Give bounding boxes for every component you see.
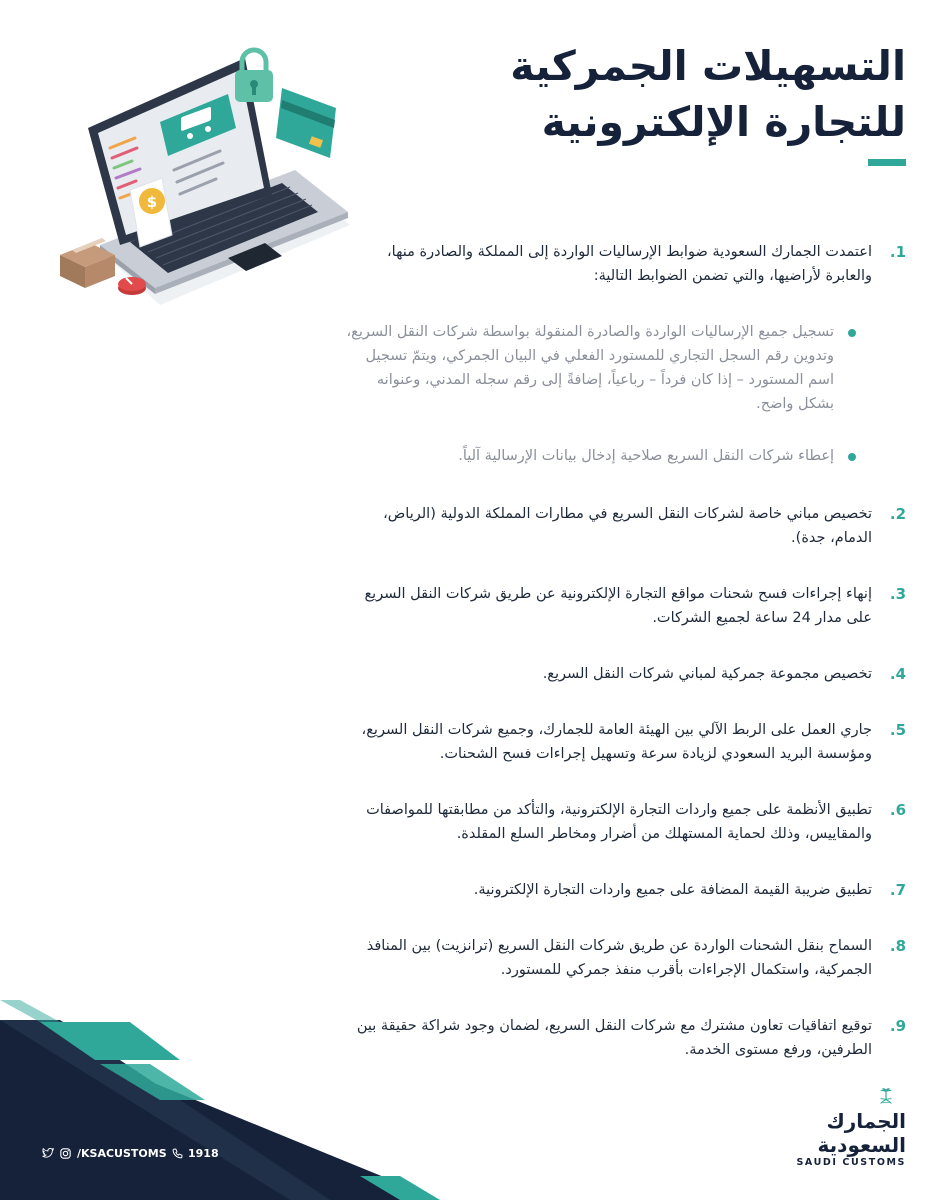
logo-english-text: SAUDI CUSTOMS: [796, 1157, 906, 1168]
handle-prefix: /KSA: [77, 1147, 106, 1160]
page-title: [386, 38, 906, 150]
item-text: جاري العمل على الربط الآلي بين الهيئة العامة للجمارك، وجميع شركات النقل السريع، ومؤسسة البريد السعودي لزيادة سرعة وتسهيل إجراءات فسح الشحنات.: [361, 722, 872, 762]
svg-text:$: $: [146, 193, 158, 211]
twitter-icon: [42, 1148, 54, 1159]
bullet-text: إعطاء شركات النقل السريع صلاحية إدخال بيانات الإرسالية آلياً.: [458, 448, 834, 464]
facilities-list: [346, 240, 906, 1062]
bullet-item: [346, 444, 872, 468]
item-text: تطبيق ضريبة القيمة المضافة على جميع واردات التجارة الإلكترونية.: [473, 882, 872, 898]
phone-icon: [172, 1148, 183, 1159]
item-text: تخصيص مباني خاصة لشركات النقل السريع في مطارات المملكة الدولية (الرياض، الدمام، جدة).: [383, 506, 872, 546]
item-text: إنهاء إجراءات فسح شحنات مواقع التجارة الإلكترونية عن طريق شركات النقل السريع على مدار 24 ساعة لجميع الشركات.: [364, 586, 872, 626]
item-number: 6.: [889, 801, 906, 819]
item-number: 3.: [889, 585, 906, 603]
bullet-dot-icon: [848, 453, 856, 461]
item-number: 5.: [889, 721, 906, 739]
saudi-customs-logo: [756, 1088, 906, 1168]
bullet-dot-icon: [848, 329, 856, 337]
list-item-1: [346, 240, 906, 468]
item-number: 1.: [889, 243, 906, 261]
list-item-7: [346, 878, 906, 902]
phone-number: 1918: [188, 1147, 219, 1160]
bullet-text: تسجيل جميع الإرساليات الواردة والصادرة المنقولة بواسطة شركات النقل السريع، وتدوين رقم السجل التجاري للمستورد الفعلي في البيان الجمركي، ويتمّ تسجيل اسم المستورد – إذا كان فرداً – رباعياً، إضافةً إلى رقم سجله المدني، وعنوانه بشكل واضح.: [346, 324, 834, 412]
ecommerce-laptop-illustration: [50, 30, 360, 310]
phone-number-group[interactable]: [172, 1147, 219, 1160]
item-text: توقيع اتفاقيات تعاون مشترك مع شركات النقل السريع، لضمان وجود شراكة حقيقة بين الطرفين، ورفع مستوى الخدمة.: [356, 1018, 872, 1058]
list-item-3: [346, 582, 906, 630]
item-text: تخصيص مجموعة جمركية لمباني شركات النقل السريع.: [542, 666, 872, 682]
item-number: 9.: [889, 1017, 906, 1035]
bullet-item: [346, 320, 872, 416]
title-line-2: للتجارة الإلكترونية: [541, 98, 906, 146]
item-text: تطبيق الأنظمة على جميع واردات التجارة الإلكترونية، والتأكد من مطابقتها للمواصفات والمقاييس، وذلك لحماية المستهلك من أضرار ومخاطر السلع المقلدة.: [366, 802, 872, 842]
list-item-4: [346, 662, 906, 686]
social-handle-group[interactable]: [42, 1147, 167, 1160]
handle-bold: CUSTOMS: [105, 1147, 167, 1160]
item-1-text: اعتمدت الجمارك السعودية ضوابط الإرساليات الواردة إلى المملكة والصادرة منها، والعابرة لأراضيها، والتي تضمن الضوابط التالية:: [386, 244, 872, 284]
list-item-5: [346, 718, 906, 766]
item-1-bullets: [346, 320, 872, 468]
title-accent-bar: [868, 159, 906, 166]
logo-arabic-text: الجمارك السعودية: [817, 1109, 906, 1157]
social-handle: [77, 1147, 167, 1160]
list-item-2: [346, 502, 906, 550]
item-number: 7.: [889, 881, 906, 899]
palm-swords-emblem-icon: [866, 1088, 906, 1105]
item-number: 8.: [889, 937, 906, 955]
item-number: 4.: [889, 665, 906, 683]
list-item-6: [346, 798, 906, 846]
title-line-1: التسهيلات الجمركية: [510, 42, 906, 90]
instagram-icon: [60, 1148, 71, 1159]
item-text: السماح بنقل الشحنات الواردة عن طريق شركات النقل السريع (ترانزيت) بين المنافذ الجمركية، واستكمال الإجراءات بأقرب منفذ جمركي للمستورد.: [366, 938, 872, 978]
list-item-8: [346, 934, 906, 982]
item-number: 2.: [889, 505, 906, 523]
item-text: [346, 240, 872, 468]
